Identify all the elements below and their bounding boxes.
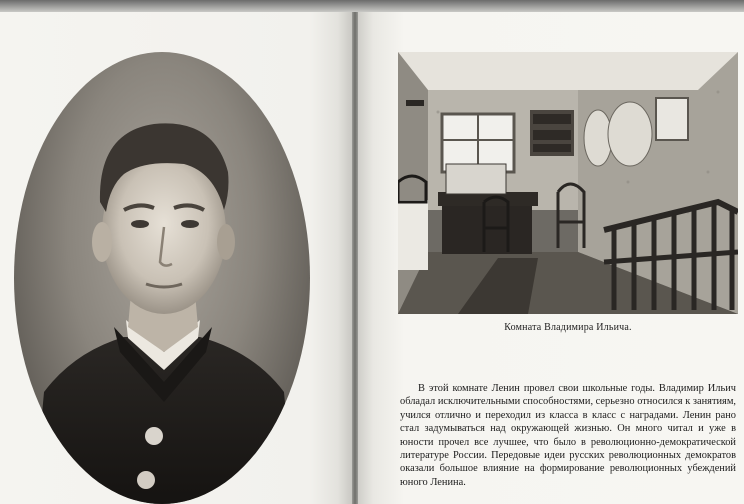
body-paragraph: В этой комнате Ленин провел свои школьные годы. Владимир Ильич обладал исключительными способностями, серьезно относился к занятиям, учился отлично и переходил из класса в класс с наградами. Ленин рано стал задумываться над окружающей жизнью. Он много читал и уже в юности прочел все лучшее, что было в революционно-демократической литературе России. Передовые идеи русских революционных демократов оказали большое влияние на формирование революционных убеждений юного Ленина. xyxy=(400,383,736,488)
coat-button xyxy=(145,427,163,445)
desk-items xyxy=(446,164,506,194)
world-map-right xyxy=(608,102,652,166)
bed xyxy=(398,200,428,270)
portrait-photo xyxy=(14,52,310,504)
wall-picture xyxy=(656,98,688,140)
scan-top-edge xyxy=(0,0,744,12)
portrait-illustration xyxy=(14,52,310,504)
coat-button xyxy=(137,471,155,489)
room-photo xyxy=(398,52,738,314)
left-ear xyxy=(92,222,112,262)
photo-caption: Комната Владимира Ильича. xyxy=(504,322,632,333)
right-ear xyxy=(217,224,235,260)
room-illustration xyxy=(398,52,738,314)
